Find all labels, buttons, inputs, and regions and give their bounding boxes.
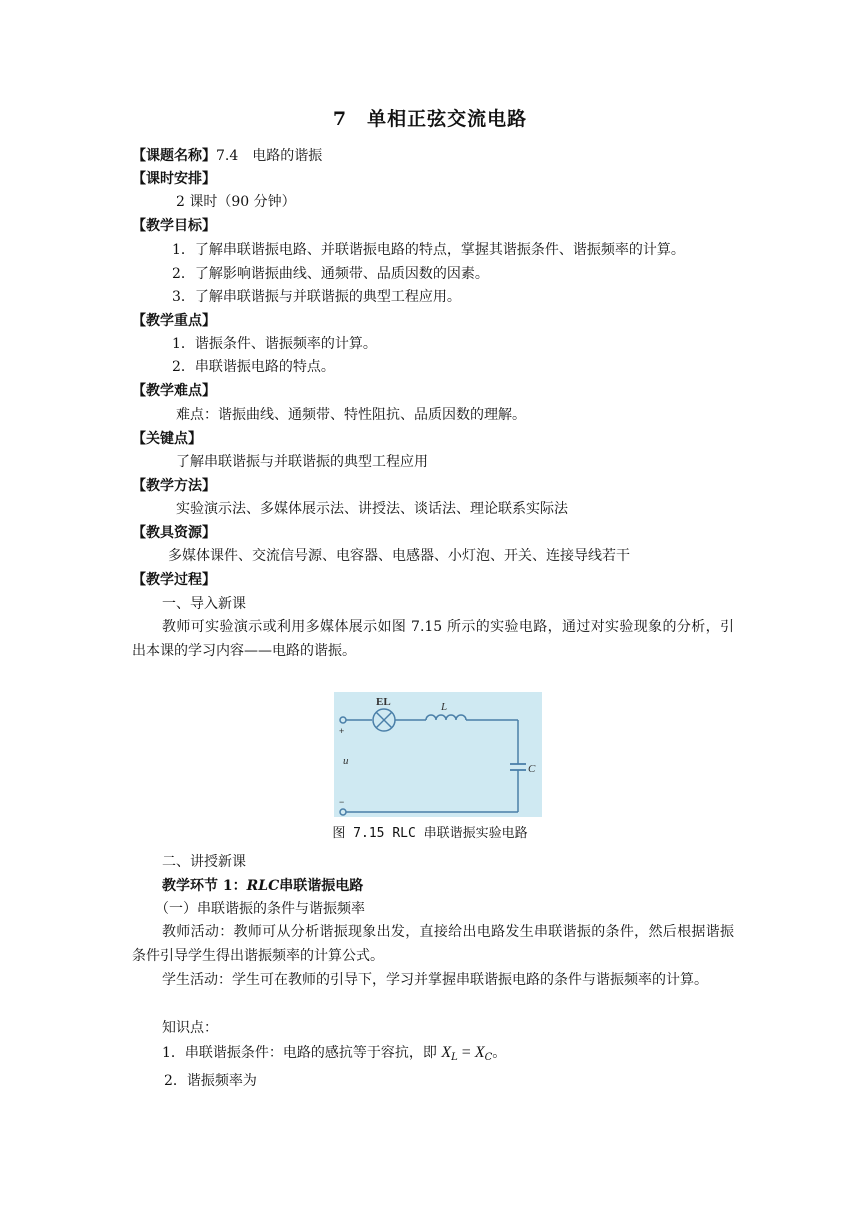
- kp1-xc: X: [474, 1044, 485, 1061]
- student-activity: 学生活动：学生可在教师的引导下，学习并掌握串联谐振电路的条件与谐振频率的计算。: [162, 972, 708, 988]
- lecture-heading: 二、讲授新课: [162, 854, 246, 870]
- circuit-figure: [334, 692, 542, 817]
- lamp-label: EL: [376, 696, 391, 708]
- critical-value: 了解串联谐振与并联谐振的典型工程应用: [176, 454, 428, 470]
- key-point-item: 2．串联谐振电路的特点。: [172, 359, 335, 375]
- section1-prefix: 教学环节 1：: [162, 878, 247, 894]
- inductor-symbol: [426, 715, 466, 720]
- minus-label: −: [339, 797, 345, 807]
- objectives-label: 【教学目标】: [132, 218, 216, 234]
- difficulties-value: 难点：谐振曲线、通频带、特性阻抗、品质因数的理解。: [176, 407, 526, 423]
- topic-value: 7.4 电路的谐振: [216, 148, 323, 164]
- objective-item: 2．了解影响谐振曲线、通频带、品质因数的因素。: [172, 266, 489, 282]
- objective-item: 1．了解串联谐振电路、并联谐振电路的特点，掌握其谐振条件、谐振频率的计算。: [172, 242, 685, 258]
- key-point-item: 1．谐振条件、谐振频率的计算。: [172, 336, 377, 352]
- difficulties-label: 【教学难点】: [132, 383, 216, 399]
- resources-label: 【教具资源】: [132, 525, 216, 541]
- terminal-minus: [340, 809, 346, 815]
- teacher-activity: 教师活动：教师可从分析谐振现象出发，直接给出电路发生串联谐振的条件，然后根据谐振条件引导学生得出谐振频率的计算公式。: [132, 924, 734, 964]
- kp1-sub-l: L: [451, 1052, 458, 1063]
- schedule-label: 【课时安排】: [132, 171, 216, 187]
- methods-label: 【教学方法】: [132, 478, 216, 494]
- figure-caption: 图 7.15 RLC 串联谐振实验电路: [332, 826, 528, 841]
- section1-italic: RLC: [246, 878, 280, 894]
- rlc-circuit-diagram: [334, 692, 542, 817]
- intro-heading: 一、导入新课: [162, 596, 246, 612]
- kp1-sub-c: C: [484, 1052, 493, 1063]
- plus-label: +: [339, 726, 345, 736]
- knowledge-point-1: [162, 1042, 506, 1069]
- kp1-equals: =: [457, 1044, 475, 1061]
- section1-heading: [162, 875, 363, 897]
- critical-label: 【关键点】: [132, 431, 202, 447]
- terminal-plus: [340, 717, 346, 723]
- knowledge-point-2: 2．谐振频率为: [164, 1073, 257, 1089]
- process-label: 【教学过程】: [132, 572, 216, 588]
- topic-line: [132, 145, 322, 167]
- methods-value: 实验演示法、多媒体展示法、讲授法、谈话法、理论联系实际法: [176, 501, 568, 517]
- subsection1-heading: （一）串联谐振的条件与谐振频率: [155, 901, 365, 917]
- page-title: 7 单相正弦交流电路: [332, 108, 528, 130]
- kp1-xl: X: [441, 1044, 452, 1061]
- objective-item: 3．了解串联谐振与并联谐振的典型工程应用。: [172, 289, 461, 305]
- topic-label: 【课题名称】: [132, 148, 216, 164]
- kp1-end: 。: [492, 1045, 507, 1061]
- key-points-label: 【教学重点】: [132, 313, 216, 329]
- inductor-label: L: [441, 701, 448, 713]
- resources-value: 多媒体课件、交流信号源、电容器、电感器、小灯泡、开关、连接导线若干: [168, 548, 630, 564]
- schedule-value: 2 课时（90 分钟）: [176, 194, 296, 210]
- kp1-text: 1．串联谐振条件：电路的感抗等于容抗，即: [162, 1045, 437, 1061]
- intro-paragraph: 教师可实验演示或利用多媒体展示如图 7.15 所示的实验电路，通过对实验现象的分析，引出本课的学习内容——电路的谐振。: [132, 619, 734, 659]
- capacitor-label: C: [528, 763, 536, 775]
- section1-suffix: 串联谐振电路: [279, 878, 364, 894]
- source-label: u: [343, 755, 349, 767]
- knowledge-label: 知识点：: [162, 1020, 218, 1036]
